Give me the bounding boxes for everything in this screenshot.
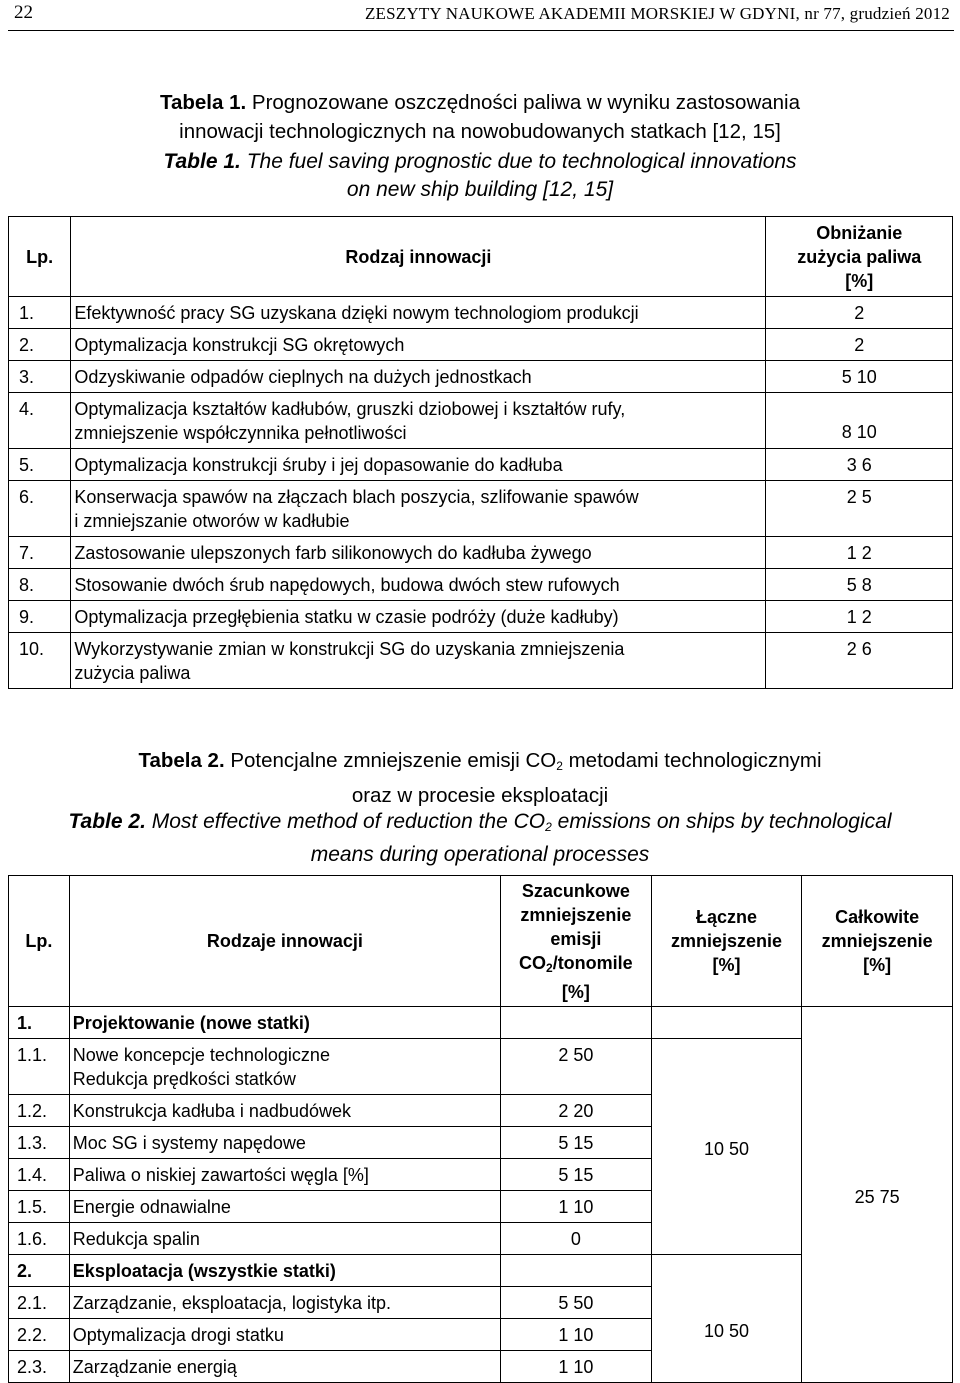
row-desc: Odzyskiwanie odpadów cieplnych na dużych jednostkach <box>71 361 766 393</box>
table-row <box>9 361 953 393</box>
row-desc <box>71 633 766 689</box>
emission-reduction-table <box>8 875 953 1383</box>
group-empty-cell <box>501 1255 652 1287</box>
row-lp: 1.2. <box>9 1095 70 1127</box>
row-desc: Redukcja spalin <box>69 1223 500 1255</box>
table1-caption-pl <box>0 88 960 146</box>
fuel-saving-table <box>8 216 953 689</box>
group-label: Eksploatacja (wszystkie statki) <box>69 1255 500 1287</box>
row-value: 2 <box>766 329 953 361</box>
group1-total-cell: 10 50 <box>651 1039 802 1255</box>
row-lp: 2. <box>9 329 71 361</box>
row-lp: 1. <box>9 297 71 329</box>
row-desc: Moc SG i systemy napędowe <box>69 1127 500 1159</box>
row-value: 5 15 <box>501 1127 652 1159</box>
row-desc: Optymalizacja przegłębienia statku w czasie podróży (duże kadłuby) <box>71 601 766 633</box>
group-lp: 2. <box>9 1255 70 1287</box>
row-value: 1 10 <box>501 1191 652 1223</box>
table2-caption-pl-line2: oraz w procesie eksploatacji <box>351 784 609 807</box>
table1-caption-pl-line2: innowacji technologicznych na nowobudowanych statkach [12, 15] <box>179 120 781 143</box>
table1-caption-en-label: Table 1. <box>163 150 241 173</box>
row-desc: Zarządzanie, eksploatacja, logistyka itp. <box>69 1287 500 1319</box>
row-lp: 2.2. <box>9 1319 70 1351</box>
header-overall <box>802 876 953 1007</box>
row-lp: 1.1. <box>9 1039 70 1095</box>
row-value: 2 50 <box>501 1039 652 1095</box>
header-total-l2: zmniejszenie <box>670 931 783 951</box>
row-lp: 3. <box>9 361 71 393</box>
row-lp: 9. <box>9 601 71 633</box>
header-est-l4a: CO <box>519 952 546 973</box>
row-value: 2 6 <box>766 633 953 689</box>
table2-caption-pl-label: Tabela 2. <box>138 749 225 772</box>
table1-caption-en-line2: on new ship building [12, 15] <box>346 178 614 201</box>
row-desc-l1: Optymalizacja kształtów kadłubów, gruszki dziobowej i kształtów rufy, <box>74 399 626 419</box>
row-value: 0 <box>501 1223 652 1255</box>
row-desc-l1: Nowe koncepcje technologiczne <box>72 1045 330 1065</box>
table1-caption-en <box>0 148 960 204</box>
row-desc-l1: Konserwacja spawów na złączach blach poszycia, szlifowanie spawów <box>74 487 639 507</box>
row-lp: 8. <box>9 569 71 601</box>
row-desc <box>69 1039 500 1095</box>
header-est-l4b: /tonomile <box>552 952 633 973</box>
header-overall-l2: zmniejszenie <box>821 931 933 951</box>
row-lp: 1.3. <box>9 1127 70 1159</box>
row-desc: Stosowanie dwóch śrub napędowych, budowa dwóch stew rufowych <box>71 569 766 601</box>
group-label: Projektowanie (nowe statki) <box>69 1007 500 1039</box>
row-lp: 1.4. <box>9 1159 70 1191</box>
row-value: 1 10 <box>501 1351 652 1383</box>
table-row <box>9 449 953 481</box>
table2-caption-en <box>0 808 960 869</box>
row-desc: Optymalizacja konstrukcji śruby i jej dopasowanie do kadłuba <box>71 449 766 481</box>
table-row <box>9 569 953 601</box>
header-type: Rodzaje innowacji <box>69 876 500 1007</box>
table2-caption-en-sub: 2 <box>545 820 552 834</box>
table2-caption-pl-line1b: metodami technologicznymi <box>562 749 822 772</box>
header-reduction-l3: [%] <box>845 270 874 291</box>
row-desc: Efektywność pracy SG uzyskana dzięki nowym technologiom produkcji <box>71 297 766 329</box>
row-lp: 1.5. <box>9 1191 70 1223</box>
table2-caption-en-line2: means during operational processes <box>310 843 650 866</box>
overall-reduction-cell: 25 75 <box>802 1007 953 1383</box>
row-value: 1 10 <box>501 1319 652 1351</box>
table-header-row <box>9 217 953 297</box>
row-lp: 1.6. <box>9 1223 70 1255</box>
row-lp: 4. <box>9 393 71 449</box>
row-desc: Energie odnawialne <box>69 1191 500 1223</box>
table-row <box>9 633 953 689</box>
header-est-l1: Szacunkowe <box>521 880 630 901</box>
header-total <box>651 876 802 1007</box>
journal-title: ZESZYTY NAUKOWE AKADEMII MORSKIEJ W GDYNI, nr 77, grudzień 2012 <box>364 4 950 23</box>
group-empty-cell <box>501 1007 652 1039</box>
table-row <box>9 297 953 329</box>
header-est-l3: emisji <box>550 928 602 949</box>
header-total-l3: [%] <box>712 955 741 975</box>
header-est-l5: [%] <box>561 981 590 1002</box>
header-lp: Lp. <box>9 876 70 1007</box>
group-empty-cell <box>651 1007 802 1039</box>
header-reduction-l2: zużycia paliwa <box>797 246 922 267</box>
row-value: 5 10 <box>766 361 953 393</box>
row-desc-l2: Redukcja prędkości statków <box>72 1069 296 1089</box>
group2-total-cell: 10 50 <box>651 1255 802 1383</box>
row-value: 2 <box>766 297 953 329</box>
table1-caption-en-line1: The fuel saving prognostic due to technological innovations <box>246 150 797 173</box>
row-lp: 7. <box>9 537 71 569</box>
header-overall-l1: Całkowite <box>835 907 920 927</box>
row-value: 2 20 <box>501 1095 652 1127</box>
table1-caption-pl-line1: Prognozowane oszczędności paliwa w wyniku zastosowania <box>251 91 801 114</box>
table-row <box>9 537 953 569</box>
table-header-row <box>9 876 953 1007</box>
row-desc <box>71 481 766 537</box>
table-row <box>9 601 953 633</box>
header-reduction-l1: Obniżanie <box>816 222 903 243</box>
table2-caption-en-line1b: emissions on ships by technological <box>551 810 892 833</box>
row-value: 3 6 <box>766 449 953 481</box>
row-desc: Zastosowanie ulepszonych farb silikonowych do kadłuba żywego <box>71 537 766 569</box>
row-desc-l1: Wykorzystywanie zmian w konstrukcji SG do uzyskania zmniejszenia <box>74 639 625 659</box>
header-reduction <box>766 217 953 297</box>
row-lp: 2.3. <box>9 1351 70 1383</box>
row-desc-l2: zmniejszenie współczynnika pełnotliwości <box>74 423 407 443</box>
row-desc: Paliwa o niskiej zawartości węgla [%] <box>69 1159 500 1191</box>
row-value: 1 2 <box>766 601 953 633</box>
table2-caption-pl <box>0 746 960 810</box>
page-header <box>8 0 954 31</box>
header-est-l2: zmniejszenie <box>520 904 632 925</box>
group-lp: 1. <box>9 1007 70 1039</box>
row-desc-l2: i zmniejszanie otworów w kadłubie <box>74 511 350 531</box>
row-lp: 6. <box>9 481 71 537</box>
table-row <box>9 393 953 449</box>
header-type: Rodzaj innowacji <box>71 217 766 297</box>
header-overall-l3: [%] <box>863 955 892 975</box>
row-desc: Optymalizacja konstrukcji SG okrętowych <box>71 329 766 361</box>
table2-caption-pl-line1a: Potencjalne zmniejszenie emisji CO <box>230 749 557 772</box>
row-value: 2 5 <box>766 481 953 537</box>
row-lp: 5. <box>9 449 71 481</box>
table2-caption-pl-sub: 2 <box>556 759 563 773</box>
table2-caption-en-label: Table 2. <box>68 810 146 833</box>
page-number: 22 <box>14 2 33 23</box>
group-row-design <box>9 1007 953 1039</box>
table-row <box>9 329 953 361</box>
row-desc: Zarządzanie energią <box>69 1351 500 1383</box>
row-desc <box>71 393 766 449</box>
row-lp: 10. <box>9 633 71 689</box>
row-desc: Optymalizacja drogi statku <box>69 1319 500 1351</box>
row-desc: Konstrukcja kadłuba i nadbudówek <box>69 1095 500 1127</box>
header-estimated <box>501 876 652 1007</box>
header-est-l4sub: 2 <box>546 960 553 975</box>
header-total-l1: Łączne <box>695 907 758 927</box>
row-value: 8 10 <box>766 393 953 449</box>
row-lp: 2.1. <box>9 1287 70 1319</box>
table2-caption-en-line1a: Most effective method of reduction the CO <box>151 810 546 833</box>
row-value: 5 50 <box>501 1287 652 1319</box>
row-desc-l2: zużycia paliwa <box>74 663 191 683</box>
row-value: 5 15 <box>501 1159 652 1191</box>
table-row <box>9 481 953 537</box>
row-value: 5 8 <box>766 569 953 601</box>
table1-caption-pl-label: Tabela 1. <box>159 91 247 114</box>
header-lp: Lp. <box>9 217 71 297</box>
row-value: 1 2 <box>766 537 953 569</box>
